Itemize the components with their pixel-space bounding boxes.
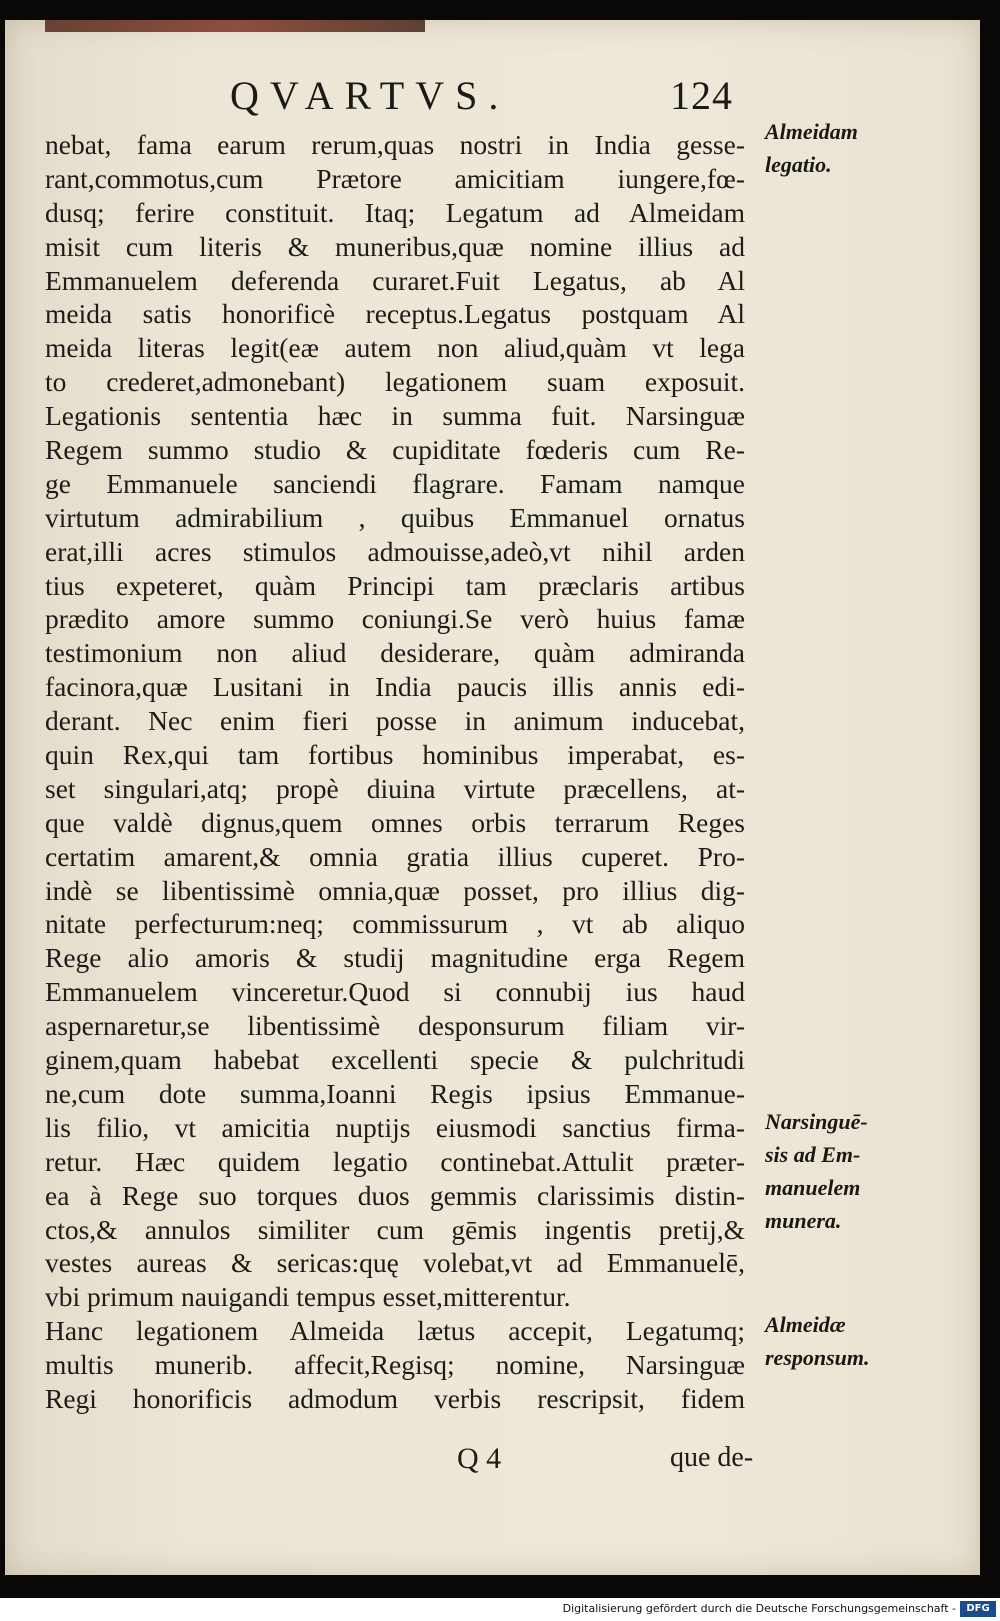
margin-note-line: Narsinguē- bbox=[765, 1109, 868, 1134]
text-line: Rege alio amoris & studij magnitudine erga Regem bbox=[45, 942, 745, 974]
text-line: vbi primum nauigandi tempus esset,mitterentur. bbox=[45, 1281, 571, 1313]
running-head: QVARTVS. bbox=[230, 73, 510, 118]
margin-note-legatio bbox=[765, 115, 858, 181]
margin-note-line: sis ad Em- bbox=[765, 1142, 861, 1167]
text-line: meida literas legit(eæ autem non aliud,quàm vt lega bbox=[45, 332, 745, 364]
text-line: ea à Rege suo torques duos gemmis clarissimis distin- bbox=[45, 1179, 745, 1211]
text-line: dusq; ferire constituit. Itaq; Legatum ad Almeidam bbox=[45, 196, 745, 228]
margin-note-line: responsum. bbox=[765, 1345, 870, 1370]
binding-strip bbox=[45, 20, 425, 32]
text-line: indè se libentissimè omnia,quæ posset, pro illius dig- bbox=[45, 874, 745, 906]
margin-note-line: manuelem bbox=[765, 1175, 861, 1200]
text-line: erat,illi acres stimulos admouisse,adeò,vt nihil arden bbox=[45, 535, 745, 567]
text-line: ctos,& annulos similiter cum gēmis ingentis pretij,& bbox=[45, 1213, 745, 1245]
text-line: Emmanuelem vinceretur.Quod si connubij ius haud bbox=[45, 976, 745, 1008]
digitization-footer bbox=[0, 1598, 1000, 1621]
text-line: ginem,quam habebat excellenti specie & pulchritudi bbox=[45, 1044, 745, 1076]
signature-mark: Q 4 bbox=[457, 1442, 502, 1475]
margin-note-responsum bbox=[765, 1308, 870, 1374]
text-line: multis munerib. affecit,Regisq; nomine, Narsinguæ bbox=[45, 1349, 745, 1381]
text-line: prædito amore summo coniungi.Se verò huius famæ bbox=[45, 603, 745, 635]
text-line: Regem summo studio & cupiditate fœderis cum Re- bbox=[45, 434, 745, 466]
text-line: nebat, fama earum rerum,quas nostri in India gesse- bbox=[45, 129, 745, 160]
catchword: que de- bbox=[670, 1442, 754, 1473]
main-text bbox=[45, 128, 745, 1416]
book-page bbox=[5, 20, 980, 1575]
text-line: nitate perfecturum:neq; commissurum , vt ab aliquo bbox=[45, 908, 745, 940]
text-line: aspernaretur,se libentissimè desponsurum filiam vir- bbox=[45, 1010, 745, 1042]
margin-note-line: munera. bbox=[765, 1208, 842, 1233]
text-line: retur. Hæc quidem legatio continebat.Attulit præter- bbox=[45, 1145, 745, 1177]
funding-credit: Digitalisierung gefördert durch die Deutsche Forschungsgemeinschaft - bbox=[562, 1602, 956, 1615]
margin-note-munera bbox=[765, 1105, 868, 1237]
text-line: vestes aureas & sericas:quę volebat,vt ad Emmanuelē, bbox=[45, 1247, 745, 1279]
dfg-logo: DFG bbox=[960, 1601, 996, 1617]
margin-note-line: Almeidæ bbox=[765, 1312, 846, 1337]
text-line: Legationis sententia hæc in summa fuit. Narsinguæ bbox=[45, 400, 745, 432]
text-line: lis filio, vt amicitia nuptijs eiusmodi sanctius firma- bbox=[45, 1111, 745, 1143]
text-line: Hanc legationem Almeida lætus accepit, Legatumq; bbox=[45, 1315, 745, 1347]
text-line: que valdè dignus,quem omnes orbis terrarum Reges bbox=[45, 806, 745, 838]
text-line: quin Rex,qui tam fortibus hominibus imperabat, es- bbox=[45, 739, 745, 771]
text-line: facinora,quæ Lusitani in India paucis illis annis edi- bbox=[45, 671, 745, 703]
text-line: ge Emmanuele sanciendi flagrare. Famam namque bbox=[45, 467, 745, 499]
text-line: derant. Nec enim fieri posse in animum inducebat, bbox=[45, 705, 745, 737]
text-line: rant,commotus,cum Prætore amicitiam iungere,fœ- bbox=[45, 162, 745, 194]
text-line: meida satis honorificè receptus.Legatus postquam Al bbox=[45, 298, 745, 330]
text-line: Regi honorificis admodum verbis rescripsit, fidem bbox=[45, 1382, 745, 1414]
text-line: virtutum admirabilium , quibus Emmanuel ornatus bbox=[45, 501, 745, 533]
margin-note-line: legatio. bbox=[765, 152, 832, 177]
text-line: misit cum literis & muneribus,quæ nomine illius ad bbox=[45, 230, 745, 262]
text-line: testimonium non aliud desiderare, quàm admiranda bbox=[45, 637, 745, 669]
text-line: ne,cum dote summa,Ioanni Regis ipsius Emmanue- bbox=[45, 1077, 745, 1109]
text-line: Emmanuelem deferenda curaret.Fuit Legatus, ab Al bbox=[45, 264, 745, 296]
text-line: certatim amarent,& omnia gratia illius cuperet. Pro- bbox=[45, 840, 745, 872]
text-line: tius expeteret, quàm Principi tam præclaris artibus bbox=[45, 569, 745, 601]
text-line: set singulari,atq; propè diuina virtute præcellens, at- bbox=[45, 772, 745, 804]
text-line: to crederet,admonebant) legationem suam exposuit. bbox=[45, 366, 745, 398]
page-number: 124 bbox=[670, 73, 733, 118]
margin-note-line: Almeidam bbox=[765, 119, 858, 144]
